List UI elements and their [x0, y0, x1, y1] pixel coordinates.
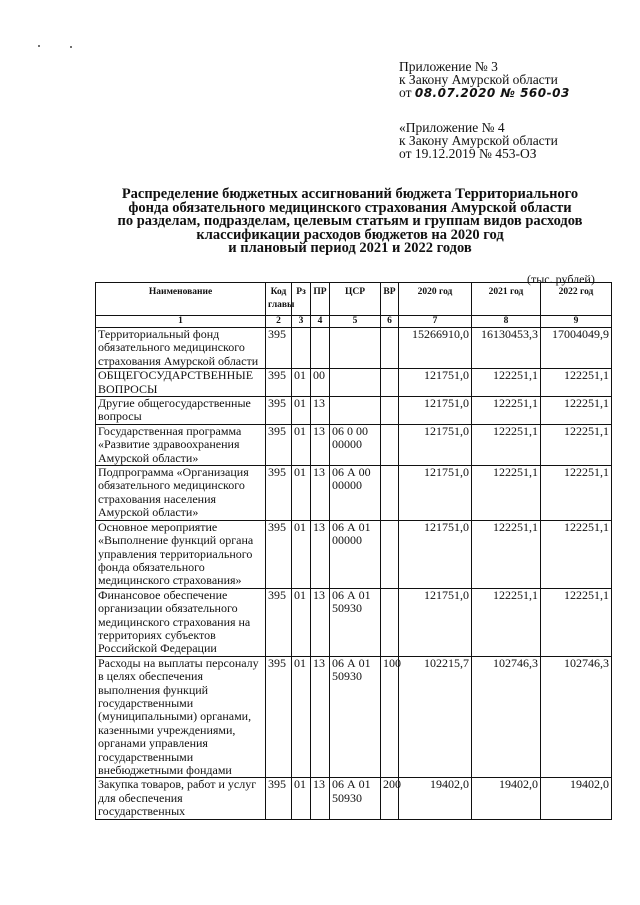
- row-pr: 13: [311, 778, 330, 819]
- appendix-old-block: [399, 121, 558, 160]
- row-pr: 13: [311, 424, 330, 465]
- row-2021: 122251,1: [472, 397, 541, 425]
- row-2020: 121751,0: [399, 369, 472, 397]
- row-2022: 122251,1: [541, 520, 612, 588]
- row-vr: [381, 588, 399, 656]
- header-2020: 2020 год: [399, 283, 472, 316]
- row-2020: 121751,0: [399, 520, 472, 588]
- index-cell: 7: [399, 316, 472, 328]
- row-2022: 122251,1: [541, 424, 612, 465]
- appendix-new-date-prefix: от: [399, 85, 412, 100]
- row-name: Подпрограмма «Организация обязательного медицинского страхования населения Амурской области»: [96, 466, 266, 521]
- row-vr: [381, 369, 399, 397]
- row-rz: 01: [292, 520, 311, 588]
- row-2021: 16130453,3: [472, 328, 541, 369]
- row-code: 395: [266, 520, 292, 588]
- index-cell: 3: [292, 316, 311, 328]
- row-2021: 122251,1: [472, 424, 541, 465]
- row-pr: 13: [311, 520, 330, 588]
- row-pr: 13: [311, 466, 330, 521]
- row-name: Финансовое обеспечение организации обязательного медицинского страхования на территориях субъектов Российской Федерации: [96, 588, 266, 656]
- scan-mark-dot: [38, 45, 40, 47]
- row-rz: 01: [292, 656, 311, 778]
- row-rz: [292, 328, 311, 369]
- row-vr: 100: [381, 656, 399, 778]
- title-line: классификации расходов бюджетов на 2020 год: [196, 226, 504, 243]
- row-rz: 01: [292, 369, 311, 397]
- row-rz: 01: [292, 466, 311, 521]
- row-2021: 122251,1: [472, 588, 541, 656]
- row-2022: 17004049,9: [541, 328, 612, 369]
- row-rz: 01: [292, 397, 311, 425]
- header-csr: ЦСР: [330, 283, 381, 316]
- appendix-old-law: к Закону Амурской области: [399, 133, 558, 148]
- index-cell: 8: [472, 316, 541, 328]
- table-index-row: [96, 316, 612, 328]
- row-2020: 121751,0: [399, 588, 472, 656]
- row-vr: [381, 397, 399, 425]
- row-name: Территориальный фонд обязательного медицинского страхования Амурской области: [96, 328, 266, 369]
- row-2020: 121751,0: [399, 397, 472, 425]
- row-code: 395: [266, 369, 292, 397]
- row-2022: 122251,1: [541, 466, 612, 521]
- document-title: [95, 188, 605, 256]
- row-vr: [381, 520, 399, 588]
- row-pr: 13: [311, 397, 330, 425]
- row-code: 395: [266, 424, 292, 465]
- table-row: [96, 778, 612, 819]
- row-2022: 122251,1: [541, 369, 612, 397]
- handwritten-date-number: 08.07.2020 № 560-03: [414, 86, 570, 100]
- row-2021: 122251,1: [472, 520, 541, 588]
- row-code: 395: [266, 588, 292, 656]
- index-cell: 1: [96, 316, 266, 328]
- index-cell: 9: [541, 316, 612, 328]
- row-csr: 06 А 01 50930: [330, 778, 381, 819]
- header-pr: ПР: [311, 283, 330, 316]
- header-code: Код главы: [266, 283, 292, 316]
- appendix-new-block: [399, 60, 570, 100]
- row-vr: [381, 466, 399, 521]
- title-line: по разделам, подразделам, целевым статьям и группам видов расходов: [117, 213, 583, 229]
- row-2021: 122251,1: [472, 466, 541, 521]
- row-code: 395: [266, 466, 292, 521]
- row-2021: 19402,0: [472, 778, 541, 819]
- row-2020: 15266910,0: [399, 328, 472, 369]
- row-name: Основное мероприятие «Выполнение функций органа управления территориального фонда обязательного медицинского страхования»: [96, 520, 266, 588]
- row-pr: [311, 328, 330, 369]
- row-code: 395: [266, 656, 292, 778]
- row-2021: 102746,3: [472, 656, 541, 778]
- header-2021: 2021 год: [472, 283, 541, 316]
- row-name: Другие общегосударственные вопросы: [96, 397, 266, 425]
- row-csr: 06 А 00 00000: [330, 466, 381, 521]
- appendix-new-date-line: [399, 86, 570, 100]
- table-row: [96, 424, 612, 465]
- row-2020: 121751,0: [399, 424, 472, 465]
- row-vr: [381, 424, 399, 465]
- row-vr: [381, 328, 399, 369]
- row-name: Расходы на выплаты персоналу в целях обеспечения выполнения функций государственными (муниципальными) органами, казенными учреждениями, органами управления государственными внебюджетными фондами: [96, 656, 266, 778]
- table-row: [96, 369, 612, 397]
- row-2022: 19402,0: [541, 778, 612, 819]
- row-2022: 122251,1: [541, 588, 612, 656]
- unit-label: (тыс. рублей): [527, 272, 595, 286]
- header-rz: Рз: [292, 283, 311, 316]
- row-2020: 19402,0: [399, 778, 472, 819]
- row-csr: 06 0 00 00000: [330, 424, 381, 465]
- row-csr: [330, 397, 381, 425]
- row-2022: 122251,1: [541, 397, 612, 425]
- row-rz: 01: [292, 588, 311, 656]
- row-pr: 00: [311, 369, 330, 397]
- index-cell: 4: [311, 316, 330, 328]
- index-cell: 6: [381, 316, 399, 328]
- appendix-old-date: от 19.12.2019 № 453-ОЗ: [399, 146, 537, 161]
- row-name: ОБЩЕГОСУДАРСТВЕННЫЕ ВОПРОСЫ: [96, 369, 266, 397]
- row-rz: 01: [292, 424, 311, 465]
- table-header-row: [96, 283, 612, 316]
- table-row: [96, 466, 612, 521]
- table-row: [96, 328, 612, 369]
- appendix-old-number: «Приложение № 4: [399, 120, 505, 135]
- table-row: [96, 588, 612, 656]
- row-name: Закупка товаров, работ и услуг для обеспечения государственных: [96, 778, 266, 819]
- row-csr: [330, 328, 381, 369]
- row-code: 395: [266, 328, 292, 369]
- row-2021: 122251,1: [472, 369, 541, 397]
- row-code: 395: [266, 778, 292, 819]
- title-line: и плановый период 2021 и 2022 годов: [228, 240, 472, 256]
- table-row: [96, 520, 612, 588]
- row-vr: 200: [381, 778, 399, 819]
- budget-table: [95, 282, 612, 820]
- row-csr: [330, 369, 381, 397]
- row-pr: 13: [311, 588, 330, 656]
- header-vr: ВР: [381, 283, 399, 316]
- row-name: Государственная программа «Развитие здравоохранения Амурской области»: [96, 424, 266, 465]
- row-rz: 01: [292, 778, 311, 819]
- row-2020: 102215,7: [399, 656, 472, 778]
- appendix-new-number: Приложение № 3: [399, 59, 498, 74]
- header-2022: 2022 год: [541, 283, 612, 316]
- title-line: фонда обязательного медицинского страхования Амурской области: [128, 199, 572, 216]
- header-name: Наименование: [96, 283, 266, 316]
- row-csr: 06 А 01 50930: [330, 588, 381, 656]
- scan-mark-dot: [70, 46, 72, 48]
- index-cell: 2: [266, 316, 292, 328]
- row-2022: 102746,3: [541, 656, 612, 778]
- table-row: [96, 397, 612, 425]
- table-row: [96, 656, 612, 778]
- index-cell: 5: [330, 316, 381, 328]
- title-line: Распределение бюджетных ассигнований бюджета Территориального: [121, 186, 579, 202]
- row-code: 395: [266, 397, 292, 425]
- appendix-new-law: к Закону Амурской области: [399, 72, 558, 87]
- row-pr: 13: [311, 656, 330, 778]
- row-csr: 06 А 01 00000: [330, 520, 381, 588]
- row-csr: 06 А 01 50930: [330, 656, 381, 778]
- row-2020: 121751,0: [399, 466, 472, 521]
